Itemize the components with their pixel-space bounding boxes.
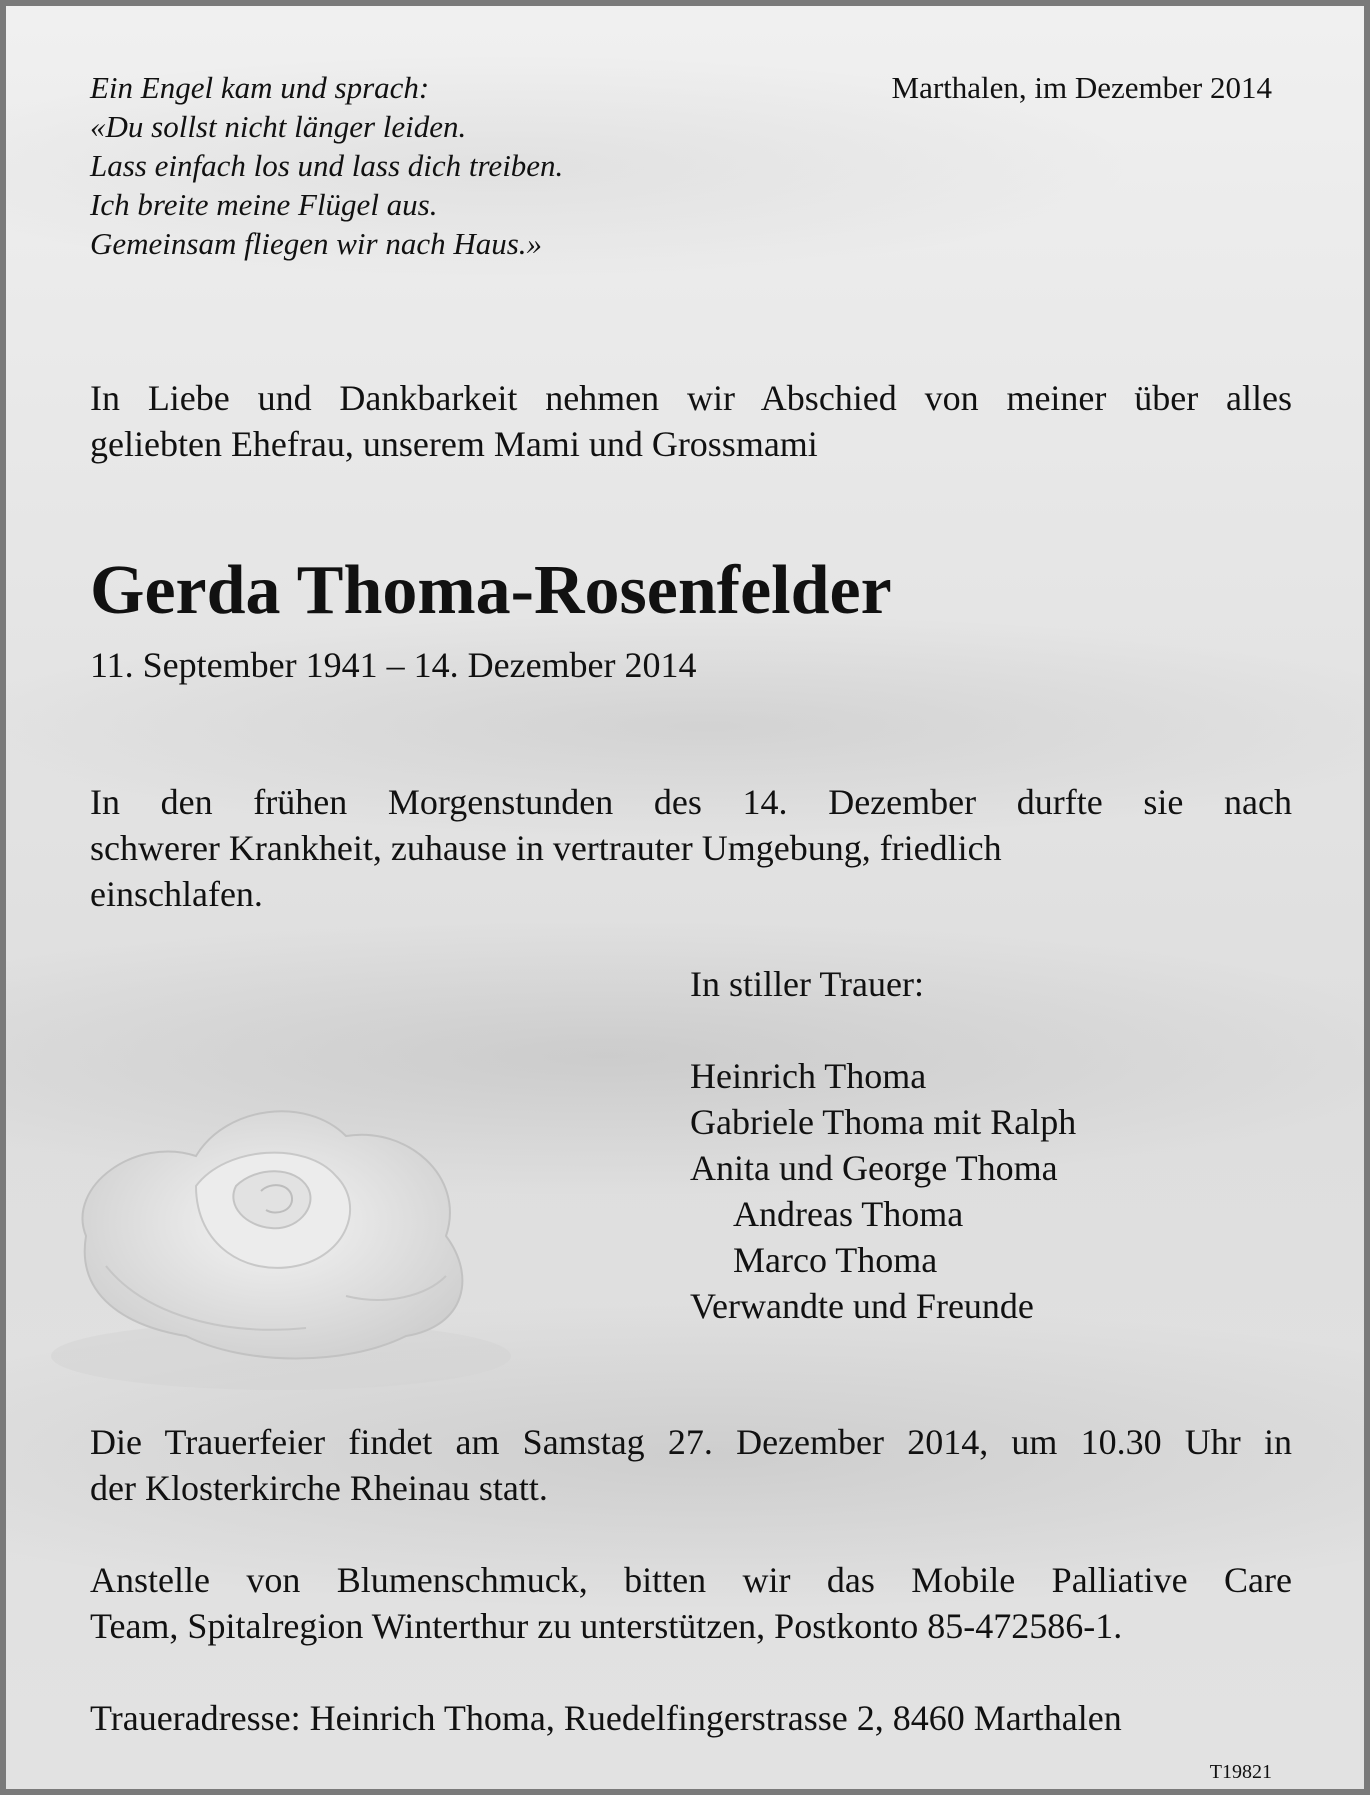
passing-text xyxy=(90,779,1292,917)
reference-code: T19821 xyxy=(1209,1761,1272,1783)
donation-line: Anstelle von Blumenschmuck, bitten wir das Mobile Palliative Care xyxy=(90,1560,1292,1600)
mourning-address: Traueradresse: Heinrich Thoma, Ruedelfingerstrasse 2, 8460 Marthalen xyxy=(90,1698,1122,1738)
mourner-name: Anita und George Thoma xyxy=(690,1148,1058,1188)
donation-info xyxy=(90,1557,1292,1649)
donation-line: Team, Spitalregion Winterthur zu unterstützen, Postkonto 85-472586-1. xyxy=(90,1606,1123,1646)
poem-line: Ich breite meine Flügel aus. xyxy=(90,187,438,222)
poem xyxy=(90,68,730,263)
poem-line: Ein Engel kam und sprach: xyxy=(90,70,430,105)
passing-line: einschlafen. xyxy=(90,874,263,914)
ceremony-line: Die Trauerfeier findet am Samstag 27. Dezember 2014, um 10.30 Uhr in xyxy=(90,1422,1292,1462)
deceased-name: Gerda Thoma-Rosenfelder xyxy=(90,552,892,629)
passing-line: In den frühen Morgenstunden des 14. Dezember durfte sie nach xyxy=(90,782,1292,822)
poem-line: Lass einfach los und lass dich treiben. xyxy=(90,148,564,183)
mourner-name: Heinrich Thoma xyxy=(690,1056,927,1096)
intro-line: geliebten Ehefrau, unserem Mami und Grossmami xyxy=(90,424,818,464)
intro-line: In Liebe und Dankbarkeit nehmen wir Abschied von meiner über alles xyxy=(90,378,1292,418)
place-date: Marthalen, im Dezember 2014 xyxy=(891,70,1272,105)
intro-text xyxy=(90,375,1292,467)
mourner-name: Andreas Thoma xyxy=(733,1194,964,1234)
mourners-block xyxy=(690,961,1076,1329)
poem-line: «Du sollst nicht länger leiden. xyxy=(90,109,467,144)
rose-image xyxy=(46,1066,516,1396)
mourner-name: Verwandte und Freunde xyxy=(690,1286,1034,1326)
mourner-name: Gabriele Thoma mit Ralph xyxy=(690,1102,1077,1142)
passing-line: schwerer Krankheit, zuhause in vertrauter Umgebung, friedlich xyxy=(90,828,1002,868)
mourners-heading: In stiller Trauer: xyxy=(690,964,924,1004)
ceremony-line: der Klosterkirche Rheinau statt. xyxy=(90,1468,548,1508)
ceremony-info xyxy=(90,1419,1292,1511)
poem-line: Gemeinsam fliegen wir nach Haus.» xyxy=(90,226,543,261)
life-dates: 11. September 1941 – 14. Dezember 2014 xyxy=(90,645,697,685)
mourner-name: Marco Thoma xyxy=(733,1240,938,1280)
